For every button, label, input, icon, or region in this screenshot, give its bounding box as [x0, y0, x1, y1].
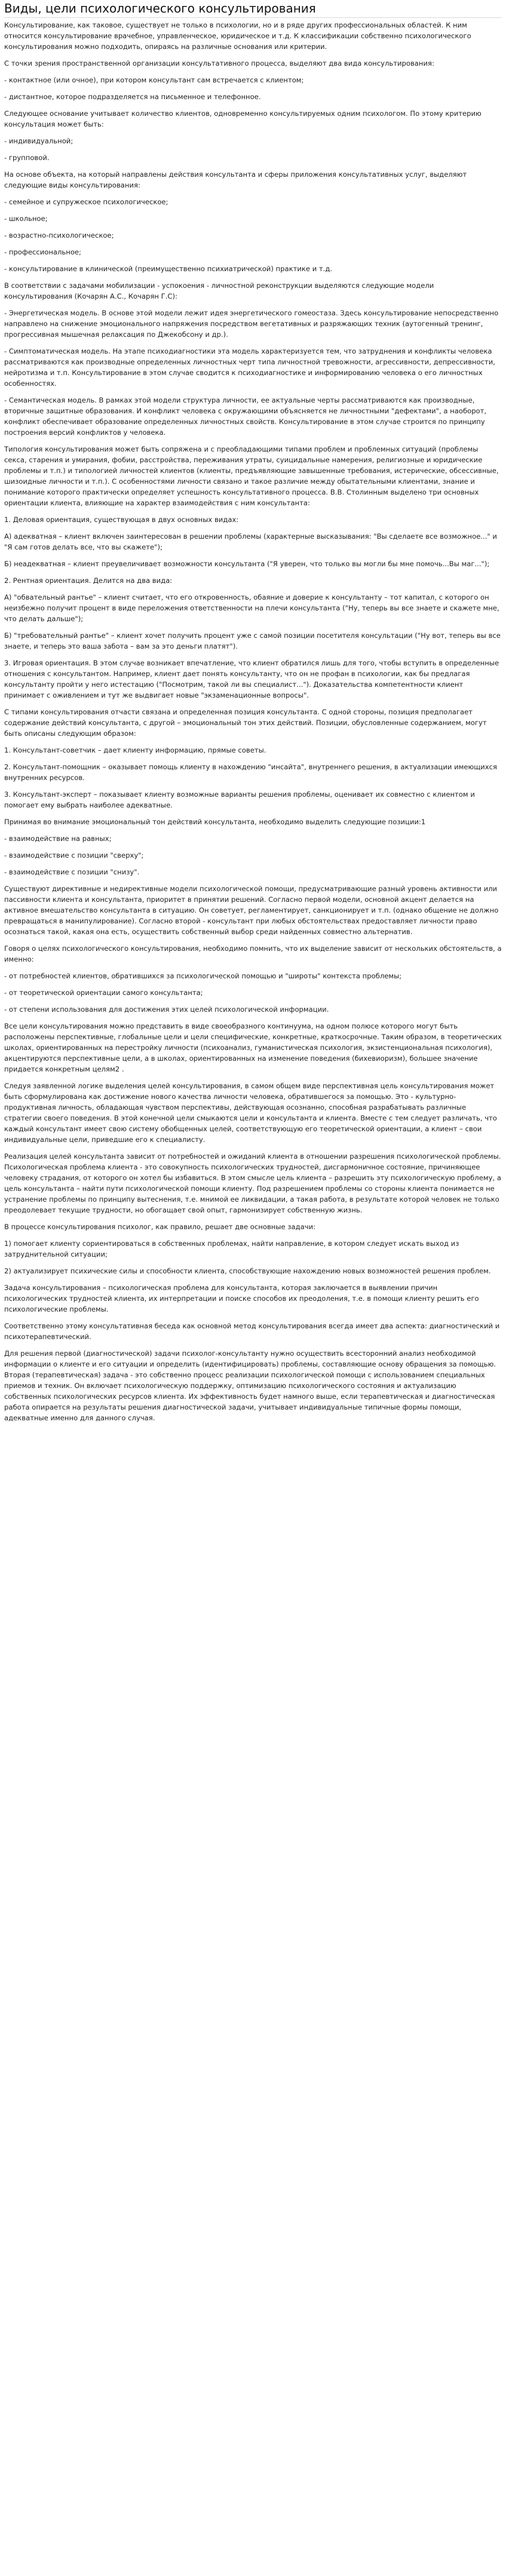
paragraph: - взаимодействие на равных; [4, 834, 112, 843]
page-title: Виды, цели психологического консультирования [4, 1, 502, 18]
paragraph: Следуя заявленной логике выделения целей консультирования, в самом общем виде перспективная цель консультирования может быть сформулирована как достижение нового качества личности человека, обратившегося за помощью. Это - культурно-продуктивная личность, обладающая чувством перспективы, действующая осознанно, способная разрабатывать различные стратегии своего поведения. В этой конечной цели смыкаются цели и консультанта и клиента. Вместе с тем следует различать, что каждый консультант имеет свою систему обобщенных целей, соответствующую его теоретической ориентации, а клиент – свои индивидуальные цели, приведшие его к специалисту. [4, 1082, 497, 1144]
paragraph: Все цели консультирования можно представить в виде своеобразного континуума, на одном полюсе которого могут быть расположены перспективные, глобальные цели и цели специфические, конкретные, краткосрочные. Таким образом, в теоретических школах, ориентированных на перестройку личности (психоанализ, гуманистическая психология, экзистенциональная психология), акцентируются перспективные цели, а в школах, ориентированных на изменение поведения (бихевиоризм), большее значение придается конкретным целям2 . [4, 1022, 502, 1073]
paragraph: 1) помогает клиенту сориентироваться в собственных проблемах, найти направление, в котором следует искать выход из затруднительной ситуации; [4, 1239, 459, 1258]
paragraph: - дистантное, которое подразделяется на письменное и телефонное. [4, 93, 261, 101]
paragraph: - от степени использования для достижения этих целей психологической информации. [4, 1005, 329, 1014]
paragraph: С точки зрения пространственной организации консультативного процесса, выделяют два вида консультирования: [4, 59, 434, 67]
paragraph: - консультирование в клинической (преимущественно психиатрической) практике и т.д. [4, 265, 333, 273]
paragraph: Задача консультирования – психологическая проблема для консультанта, которая заключается в выявлении причин психологических трудностей клиента, их интерпретации и поиске способов их преодоления, т.е. в помощи клиенту решить его психологические проблемы. [4, 1284, 479, 1313]
paragraph: На основе объекта, на который направлены действия консультанта и сферы приложения консультативных услуг, выделяют следующие виды консультирования: [4, 170, 467, 189]
paragraph: Б) неадекватная – клиент преувеличивает возможности консультанта ("Я уверен, что только вы могли бы мне помочь...Вы маг..."); [4, 560, 490, 568]
paragraph: - профессиональное; [4, 248, 81, 256]
paragraph: - семейное и супружеское психологическое; [4, 198, 168, 206]
paragraph: - Семантическая модель. В рамках этой модели структура личности, ее актуальные черты рассматриваются как производные, вторичные защитные образования. И конфликт человека с окружающими объясняется не личностными "дефектами", а наоборот, конфликт обеспечивает образование определенных личностных свойств. Консультирование в этом случае строится по принципу построения версий конфликтов у человека. [4, 396, 487, 437]
paragraph: 3. Игровая ориентация. В этом случае возникает впечатление, что клиент обратился лишь для того, чтобы вступить в определенные отношения с консультантом. Например, клиент дает понять консультанту, что он не профан в психологии, как бы предлагая консультанту пройти у него истестацию ("Посмотрим, такой ли вы специалист..."). Доказательства компетентности клиент принимает с оживлением и тут же выдвигает новые "экзаменационные вопросы". [4, 659, 499, 699]
paragraph: - контактное (или очное), при котором консультант сам встречается с клиентом; [4, 76, 304, 84]
paragraph: - Энергетическая модель. В основе этой модели лежит идея энергетического гомеостаза. Здесь консультирование непосредственно направлено на снижение эмоционального напряжения посредством вегетативных и разряжающих техник (аутогенный тренинг, прогрессивная мышечная релаксация по Джекобсону и др.). [4, 309, 499, 339]
paragraph: Говоря о целях психологического консультирования, необходимо помнить, что их выделение зависит от нескольких обстоятельств, а именно: [4, 944, 502, 963]
paragraph: - от потребностей клиентов, обратившихся за психологической помощью и "широты" контекста проблемы; [4, 972, 402, 980]
paragraph: - школьное; [4, 214, 48, 223]
paragraph: 3. Консультант-эксперт – показывает клиенту возможные варианты решения проблемы, оценивает их совместно с клиентом и помогает ему выбрать наиболее адекватные. [4, 790, 475, 809]
paragraph: Следующее основание учитывает количество клиентов, одновременно консультируемых одним психологом. По этому критерию консультация может быть: [4, 109, 482, 128]
paragraph: Реализация целей консультанта зависит от потребностей и ожиданий клиента в отношении разрешения психологической проблемы. Психологическая проблема клиента - это совокупность психологических трудностей, дисгармоничное состояние, причиняющее человеку страдания, от которого он хотел бы избавиться. В этом смысле цель клиента – разрешить эту психологическую проблему, а цель консультанта – найти пути психологической помощи клиенту. Под разрешением проблемы со стороны клиента понимается не устранение проблемы по принципу вытеснения, т.е. мнимой ее ликвидации, а такая работа, в результате которой человек не только преодолевает текущие трудности, но обогащает свой опыт, гармонизирует собственную жизнь. [4, 1152, 501, 1214]
paragraph: 1. Деловая ориентация, существующая в двух основных видах: [4, 515, 239, 524]
paragraph: Принимая во внимание эмоциональный тон действий консультанта, необходимо выделить следующие позиции:1 [4, 818, 426, 826]
paragraph: - возрастно-психологическое; [4, 231, 114, 240]
paragraph: - взаимодействие с позиции "сверху"; [4, 851, 144, 859]
paragraph: А) адекватная – клиент включен заинтересован в решении проблемы (характерные высказывания: "Вы сделаете все возможное..." и "Я сам готов делать все, что вы скажете"); [4, 532, 497, 551]
paragraph: - Симптоматическая модель. На этапе психодиагностики эта модель характеризуется тем, что затруднения и конфликты человека рассматриваются как производные определенных личностных черт типа личностной тревожности, агрессивности, депрессивности, нейротизма и т.п. Консультирование в этом случае сводится к психодиагностике и информированию человека о его личностных особенностях. [4, 347, 495, 388]
paragraph: В процессе консультирования психолог, как правило, решает две основные задачи: [4, 1223, 316, 1231]
paragraph: 1. Консультант-советчик – дает клиенту информацию, прямые советы. [4, 746, 266, 754]
paragraph: С типами консультирования отчасти связана и определенная позиция консультанта. С одной стороны, позиция предполагает содержание действий консультанта, с другой – эмоциональный тон этих действий. Позиции, обусловленные содержанием, могут быть описаны следующим образом: [4, 708, 487, 738]
paragraph: Консультирование, как таковое, существует не только в психологии, но и в ряде других профессиональных областей. К ним относится консультирование врачебное, управленческое, юридическое и т.д. К классификации собственно психологического консультирования можно подходить, опираясь на различные основания или критерии. [4, 21, 471, 51]
paragraph: А) "обвательный рантье" – клиент считает, что его откровенность, обаяние и доверие к консультанту – тот капитал, с которого он неизбежно получит процент в виде переложения ответственности на плечи консультанта ("Ну, теперь вы все знаете и скажете мне, что делать дальше"); [4, 593, 499, 623]
article-body [4, 20, 502, 1423]
paragraph: - индивидуальной; [4, 137, 73, 145]
paragraph: Типология консультирования может быть сопряжена и с преобладающими типами проблем и проблемных ситуаций (проблемы секса, старения и умирания, фобии, расстройства, переживания утраты, суицидальные намерения, религиозные и юридические проблемы и т.п.) и типологией личностей клиентов (клиенты, предъявляющие завышенные требования, истерические, обсессивные, шизоидные личности и т.п.). С особенностями личности связано и такое различие между обытательными клиентами, знание и понимание которого практически определяет успешность консультативного процесса. В.В. Столинным выделено три основных ориентации клиента, влияющие на характер взаимодействия с ним консультанта: [4, 445, 499, 507]
paragraph: Существуют директивные и недирективные модели психологической помощи, предусматривающие разный уровень активности или пассивности клиента и консультанта, приоритет в принятии решений. Согласно первой модели, основной акцент делается на активное вмешательство консультанта в ситуацию. Он советует, регламентирует, санкционирует и т.п. (однако общение не должно превращаться в манипулирование). Согласно второй - консультант при любых обстоятельствах предоставляет личности право осознаться такой, какая она есть, осуществить собственный выбор среди найденных совместно альтернатив. [4, 885, 499, 936]
paragraph: 2) актуализирует психические силы и способности клиента, способствующие нахождению новых возможностей решения проблем. [4, 1267, 491, 1275]
paragraph: - групповой. [4, 153, 50, 162]
paragraph: 2. Рентная ориентация. Делится на два вида: [4, 576, 173, 585]
paragraph: Для решения первой (диагностической) задачи психолог-консультанту нужно осуществить всесторонний анализ необходимой информации о клиенте и его ситуации и определить (идентифицировать) проблемы, составляющие основу обращения за помощью. Вторая (терапевтическая) задача - это собственно процесс реализации психологической помощи с использованием специальных приемов и техник. Он включает психологическую поддержку, оптимизацию психологического состояния и актуализацию собственных психологических ресурсов клиента. Их эффективность будет намного выше, если терапевтическая и диагностическая работа опирается на результаты решения диагностической задачи, учитывает индивидуальные типичные формы помощи, адекватные именно для данного случая. [4, 1349, 496, 1422]
paragraph: 2. Консультант-помощник – оказывает помощь клиенту в нахождению "инсайта", внутреннего решения, в актуализации имеющихся внутренних ресурсов. [4, 763, 497, 782]
paragraph: Б) "требовательный рантье" – клиент хочет получить процент уже с самой позиции посетителя консультации ("Ну вот, теперь вы все знаете, и теперь это ваша забота – вам за это деньги платят"). [4, 631, 501, 650]
paragraph: - взаимодействие с позиции "снизу". [4, 868, 140, 876]
paragraph: - от теоретической ориентации самого консультанта; [4, 988, 203, 997]
paragraph: В соответствии с задачами мобилизации - успокоения - личностной реконструкции выделяются следующие модели консультирования (Кочарян А.С., Кочарян Г.С): [4, 281, 434, 300]
paragraph: Соответственно этому консультативная беседа как основной метод консультирования всегда имеет два аспекта: диагностический и психотерапевтический. [4, 1322, 500, 1341]
